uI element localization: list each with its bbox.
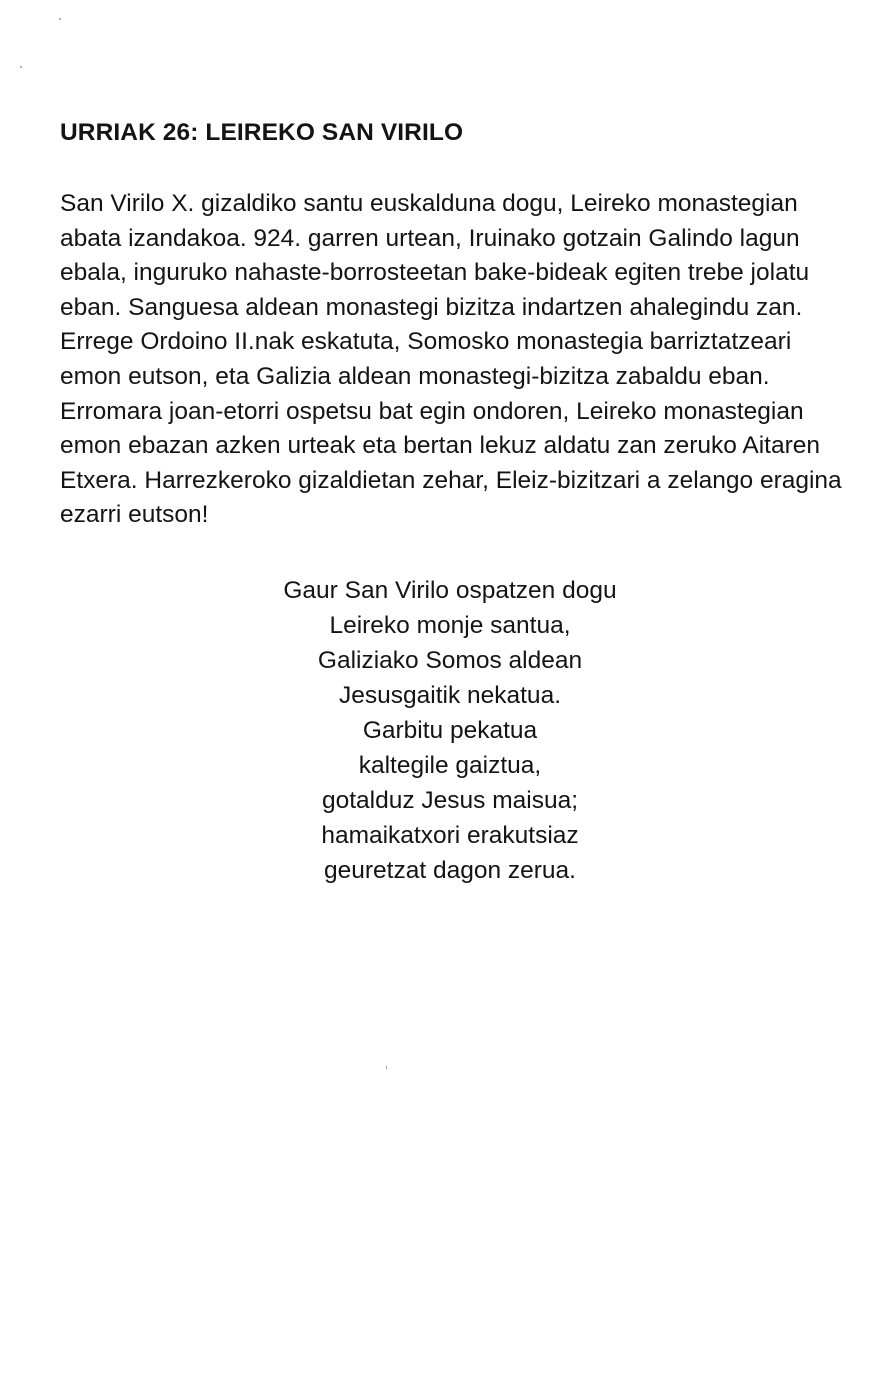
paragraph-line: Etxera. Harrezkeroko gizaldietan zehar, Eleiz-bizitzari a zelango eragina xyxy=(60,466,842,494)
verse-line: gotalduz Jesus maisua; xyxy=(321,787,579,814)
paragraph-line: Errege Ordoino II.nak eskatuta, Somosko monastegia barriztatzeari xyxy=(60,328,792,356)
paragraph-line: Erromara joan-etorri ospetsu bat egin ondoren, Leireko monastegian xyxy=(60,397,804,425)
verse-line: geuretzat dagon zerua. xyxy=(324,857,576,884)
verse-line: Galiziako Somos aldean xyxy=(317,647,583,674)
paragraph-line: emon eutson, eta Galizia aldean monastegi-bizitza zabaldu eban. xyxy=(60,362,770,390)
body-paragraph xyxy=(60,187,850,533)
paragraph-line: eban. Sanguesa aldean monastegi bizitza indartzen ahalegindu zan. xyxy=(60,293,803,321)
verse-line: Leireko monje santua, xyxy=(329,612,571,639)
verse-line: kaltegile gaiztua, xyxy=(358,752,542,779)
scan-speck xyxy=(386,1066,387,1069)
page-title: URRIAK 26: LEIREKO SAN VIRILO xyxy=(60,119,464,146)
verse-line: Gaur San Virilo ospatzen dogu xyxy=(283,577,617,604)
scan-speck xyxy=(20,66,22,68)
paragraph-line: ebala, inguruko nahaste-borrosteetan bake-bideak egiten trebe jolatu xyxy=(60,259,810,287)
paragraph-line: San Virilo X. gizaldiko santu euskalduna dogu, Leireko monastegian xyxy=(60,190,798,217)
verse-line: Garbitu pekatua xyxy=(362,717,538,744)
verse-line: hamaikatxori erakutsiaz xyxy=(321,822,579,849)
paragraph-line: ezarri eutson! xyxy=(60,501,209,529)
paragraph-line: abata izandakoa. 924. garren urtean, Iruinako gotzain Galindo lagun xyxy=(60,224,800,252)
paragraph-line: emon ebazan azken urteak eta bertan lekuz aldatu zan zeruko Aitaren xyxy=(60,432,820,460)
scan-speck xyxy=(59,18,61,20)
verse-line: Jesusgaitik nekatua. xyxy=(339,682,561,709)
verse-block xyxy=(100,573,800,888)
